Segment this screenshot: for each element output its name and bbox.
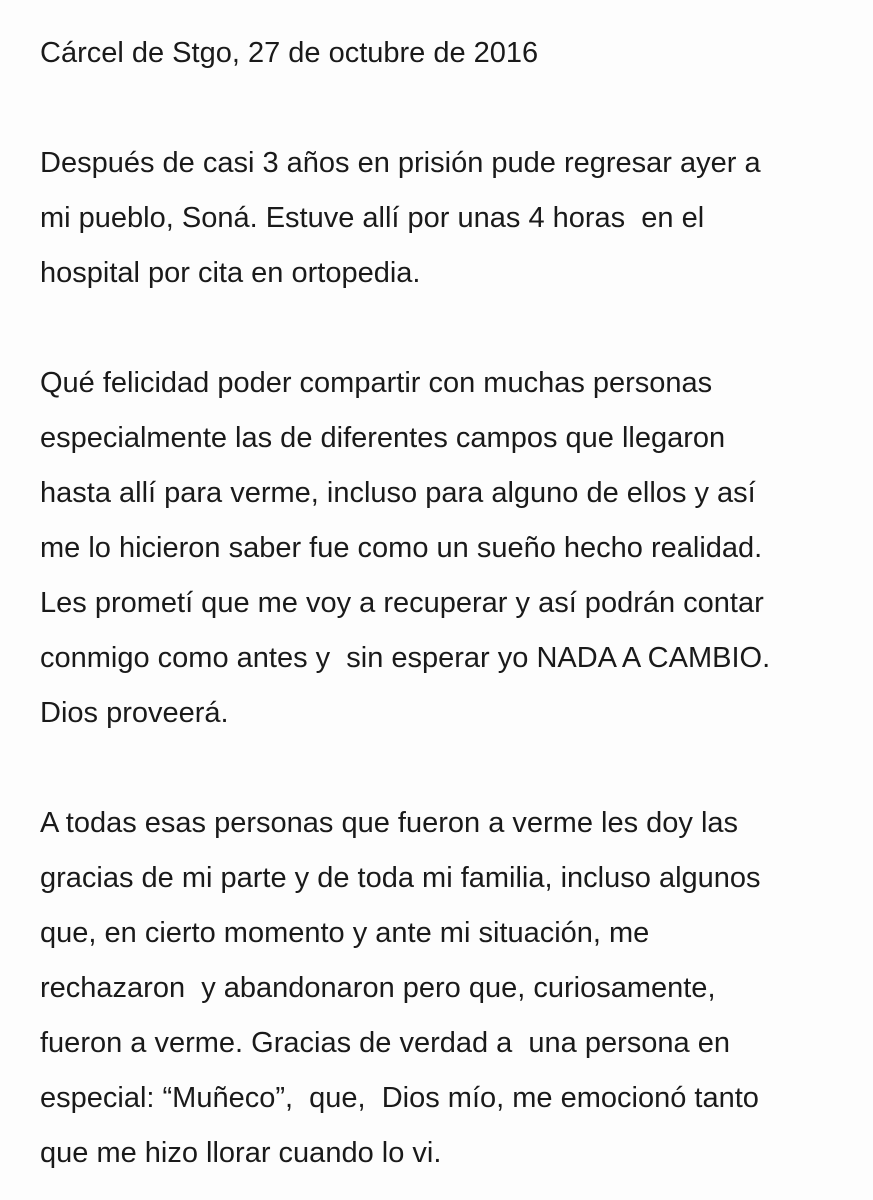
paragraph-2-line: me lo hicieron saber fue como un sueño hecho realidad. — [40, 532, 763, 564]
paragraph-3 — [40, 796, 870, 1181]
paragraph-3-line: A todas esas personas que fueron a verme les doy las — [40, 807, 739, 839]
paragraph-1 — [40, 136, 870, 301]
paragraph-2-line: Qué felicidad poder compartir con muchas personas — [40, 367, 713, 399]
paragraph-3-line: rechazaron y abandonaron pero que, curiosamente, — [40, 972, 716, 1004]
paragraph-3-line: especial: “Muñeco”, que, Dios mío, me emocionó tanto — [40, 1082, 759, 1114]
paragraph-3-line: fueron a verme. Gracias de verdad a una persona en — [40, 1027, 730, 1059]
paragraph-2-line: especialmente las de diferentes campos que llegaron — [40, 422, 726, 454]
paragraph-2-line: Dios proveerá. — [40, 697, 229, 729]
paragraph-gap — [40, 301, 870, 356]
paragraph-1-line: Después de casi 3 años en prisión pude regresar ayer a — [40, 147, 761, 179]
paragraph-1-line: mi pueblo, Soná. Estuve allí por unas 4 horas en el — [40, 202, 705, 234]
paragraph-2-line: conmigo como antes y sin esperar yo NADA A CAMBIO. — [40, 642, 771, 674]
dateline: Cárcel de Stgo, 27 de octubre de 2016 — [40, 37, 539, 69]
paragraph-gap — [40, 81, 870, 136]
paragraph-3-line: gracias de mi parte y de toda mi familia, incluso algunos — [40, 862, 761, 894]
paragraph-2-line: hasta allí para verme, incluso para alguno de ellos y así — [40, 477, 756, 509]
paragraph-gap — [40, 741, 870, 796]
paragraph-1-line: hospital por cita en ortopedia. — [40, 257, 421, 289]
paragraph-2-line: Les prometí que me voy a recuperar y así podrán contar — [40, 587, 764, 619]
paragraph-3-line: que, en cierto momento y ante mi situación, me — [40, 917, 650, 949]
letter-body — [40, 26, 870, 1181]
paragraph-3-line: que me hizo llorar cuando lo vi. — [40, 1137, 442, 1169]
paragraph-2 — [40, 356, 870, 741]
